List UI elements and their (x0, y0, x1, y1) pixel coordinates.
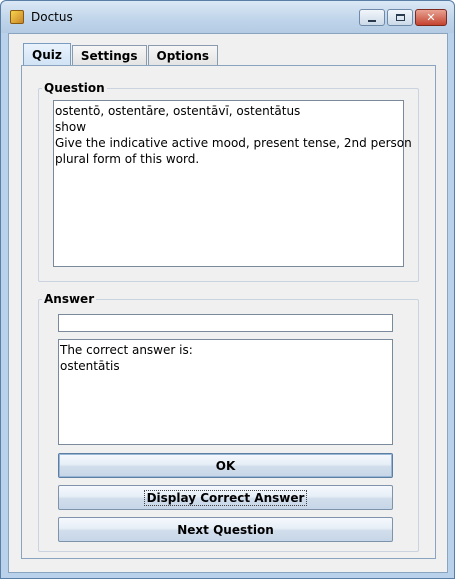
answer-group (38, 292, 419, 552)
question-line: ostentō, ostentāre, ostentāvī, ostentātus (55, 104, 301, 118)
close-button[interactable] (415, 9, 447, 26)
ok-button-label: OK (215, 458, 236, 473)
tab-quiz[interactable]: Quiz (23, 43, 71, 66)
ok-button[interactable] (58, 453, 393, 478)
window-title: Doctus (31, 10, 73, 24)
minimize-button[interactable] (359, 9, 385, 26)
close-icon: ✕ (426, 11, 436, 24)
question-line: Give the indicative active mood, present tense, 2nd person (55, 136, 412, 150)
maximize-button[interactable] (387, 9, 413, 26)
question-text-area[interactable] (53, 100, 412, 267)
app-icon (10, 10, 24, 24)
tab-options[interactable]: Options (148, 45, 219, 66)
title-bar[interactable] (1, 1, 454, 33)
result-line: The correct answer is: (60, 343, 193, 357)
minimize-icon (368, 20, 376, 22)
next-question-button[interactable] (58, 517, 393, 542)
display-correct-answer-button[interactable] (58, 485, 393, 510)
tab-strip (23, 43, 219, 66)
result-line: ostentātis (60, 359, 120, 373)
question-group (38, 81, 419, 282)
result-text-area[interactable] (58, 339, 393, 445)
client-area (8, 33, 448, 573)
tab-settings[interactable]: Settings (72, 45, 147, 66)
next-question-label: Next Question (177, 522, 274, 537)
maximize-icon (396, 14, 405, 21)
quiz-panel (21, 65, 436, 559)
answer-input[interactable] (58, 314, 393, 332)
question-label: Question (44, 81, 105, 95)
answer-label: Answer (44, 292, 95, 306)
question-line: show (55, 120, 87, 134)
question-line: plural form of this word. (55, 152, 200, 166)
display-correct-answer-label: Display Correct Answer (144, 490, 308, 506)
